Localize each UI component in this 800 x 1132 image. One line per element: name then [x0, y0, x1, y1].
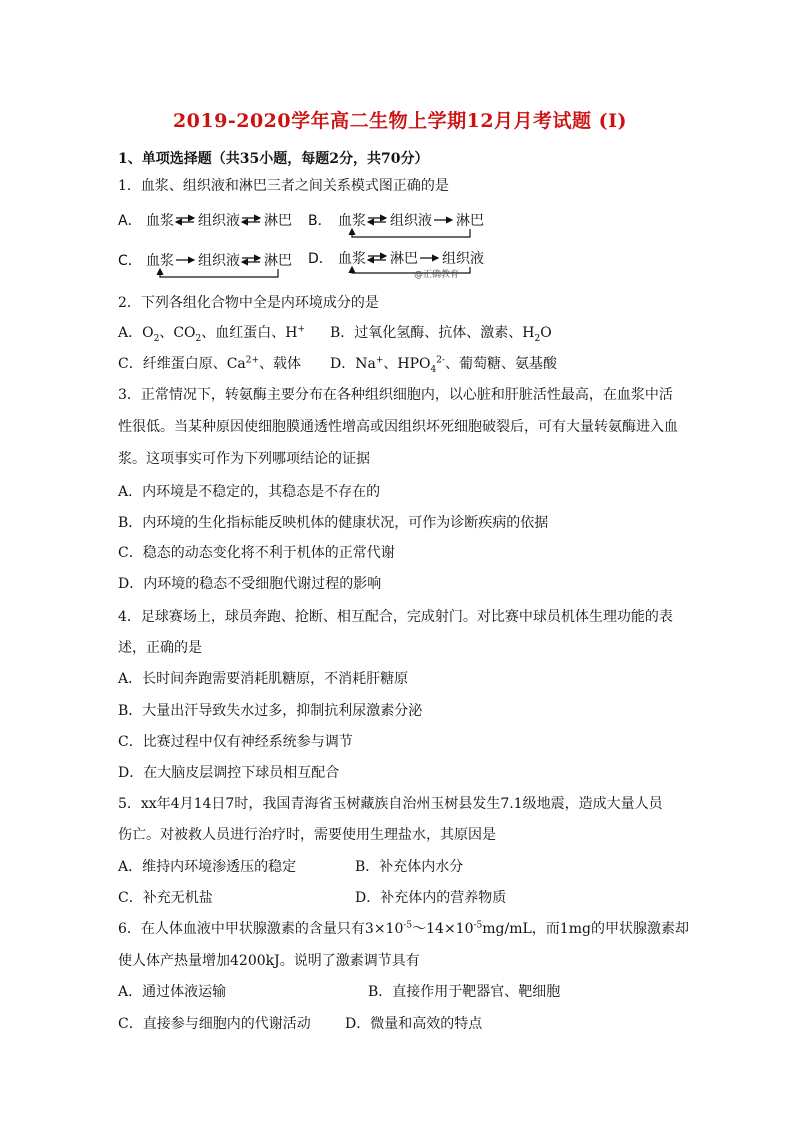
q1-c-node-3: 淋巴	[264, 253, 292, 269]
q1-c-return-arrow	[160, 269, 278, 277]
q1-c-double-arrow	[242, 258, 260, 262]
q5-option-a: A．维持内环境渗透压的稳定	[118, 859, 297, 875]
q1-a-node-1: 血浆	[146, 213, 174, 229]
q3-option-c: C．稳态的动态变化将不利于机体的正常代谢	[118, 545, 395, 561]
q1-option-c-label: C．	[118, 253, 142, 269]
q5-stem-line-2: 伤亡。对被救人员进行治疗时，需要使用生理盐水，其原因是	[118, 827, 496, 843]
q3-option-a: A．内环境是不稳定的，其稳态是不存在的	[118, 484, 381, 500]
q1-b-node-1: 血浆	[338, 213, 366, 229]
q1-option-a-label: A．	[118, 213, 142, 229]
q3-option-d: D．内环境的稳态不受细胞代谢过程的影响	[118, 576, 382, 592]
q2-option-a: A．$O_2$、$CO_2$、血红蛋白、H+	[118, 324, 306, 344]
q1-stem: 1．血浆、组织液和淋巴三者之间关系模式图正确的是	[118, 178, 449, 194]
exam-title: 2019-2020学年高二生物上学期12月月考试题 (I)	[172, 110, 628, 132]
q1-option-b-label: B．	[308, 213, 332, 229]
q1-b-return-arrow	[352, 229, 470, 237]
q5-option-d: D．补充体内的营养物质	[355, 890, 507, 906]
q5-option-c: C．补充无机盐	[118, 890, 213, 906]
q1-a-double-arrow-2	[242, 218, 260, 222]
q5-option-b: B．补充体内水分	[355, 859, 464, 875]
q4-option-a: A．长时间奔跑需要消耗肌糖原，不消耗肝糖原	[118, 671, 409, 687]
q1-b-node-2: 组织液	[390, 213, 432, 229]
q1-c-node-1: 血浆	[146, 253, 174, 269]
q1-option-d-label: D．	[308, 251, 333, 267]
q3-option-b: B．内环境的生化指标能反映机体的健康状况，可作为诊断疾病的依据	[118, 515, 549, 531]
q2-option-d: D．Na+、$HPO_4^{2-}$、葡萄糖、氨基酸	[330, 355, 557, 375]
q6-option-a: A．通过体液运输	[118, 984, 227, 1000]
q1-b-node-3: 淋巴	[456, 213, 484, 229]
q1-a-node-2: 组织液	[198, 213, 240, 229]
q2-stem: 2．下列各组化合物中全是内环境成分的是	[118, 295, 379, 311]
q6-stem-line-2: 使人体产热量增加4200kJ。说明了激素调节具有	[118, 953, 420, 969]
q4-stem-line-1: 4．足球赛场上，球员奔跑、抢断、相互配合，完成射门。对比赛中球员机体生理功能的表	[118, 609, 673, 625]
q4-stem-line-2: 述，正确的是	[118, 640, 202, 656]
q1-d-node-1: 血浆	[338, 251, 366, 267]
q3-stem-line-3: 浆。这项事实可作为下列哪项结论的证据	[118, 451, 370, 467]
q5-stem-line-1: 5．xx年4月14日7时，我国青海省玉树藏族自治州玉树县发生7.1级地震，造成大量人员	[118, 796, 663, 812]
q3-stem-line-2: 性很低。当某种原因使细胞膜通透性增高或因组织坏死细胞破裂后，可有大量转氨酶进入血	[118, 419, 678, 435]
q6-option-c: C．直接参与细胞内的代谢活动	[118, 1016, 311, 1032]
q4-option-c: C．比赛过程中仅有神经系统参与调节	[118, 734, 353, 750]
q1-d-double-arrow	[368, 256, 386, 260]
watermark-text: @正确教育	[414, 270, 460, 279]
q4-option-d: D．在大脑皮层调控下球员相互配合	[118, 765, 340, 781]
q1-d-node-3: 组织液	[442, 251, 484, 267]
section-heading: 1、单项选择题（共35小题，每题2分，共70分）	[118, 151, 429, 167]
q1-c-node-2: 组织液	[198, 253, 240, 269]
q2-option-b: B．过氧化氢酶、抗体、激素、$H_2O$	[330, 325, 552, 344]
q6-option-d: D．微量和高效的特点	[345, 1016, 483, 1032]
q1-b-double-arrow	[368, 218, 386, 222]
q6-option-b: B．直接作用于靶器官、靶细胞	[368, 984, 561, 1000]
q1-a-node-3: 淋巴	[264, 213, 292, 229]
q1-a-double-arrow-1	[176, 218, 194, 222]
q4-option-b: B．大量出汗导致失水过多，抑制抗利尿激素分泌	[118, 703, 423, 719]
q1-d-node-2: 淋巴	[390, 251, 418, 267]
q2-option-c: C．纤维蛋白原、$Ca^{2+}$、载体	[118, 355, 302, 372]
q1-diagram-svg	[118, 207, 518, 279]
q1-diagram	[118, 207, 518, 279]
q6-stem-line-1: 6．在人体血液中甲状腺激素的含量只有$3\times 10^{-5}\sim 14\times 10^{-5}mg/mL$，而1mg的甲状腺激素却	[118, 920, 689, 937]
q3-stem-line-1: 3．正常情况下，转氨酶主要分布在各种组织细胞内，以心脏和肝脏活性最高，在血浆中活	[118, 387, 673, 403]
